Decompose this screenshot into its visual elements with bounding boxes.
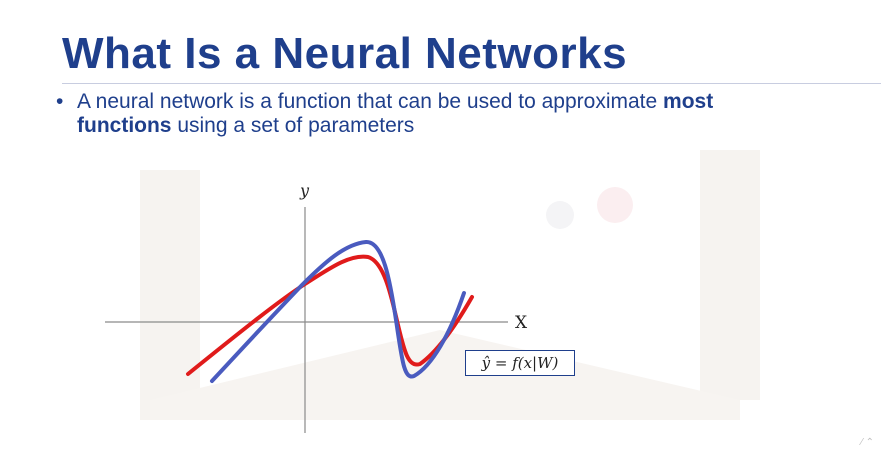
- slide-title: What Is a Neural Networks: [62, 29, 628, 78]
- y-axis-label: y: [300, 181, 310, 200]
- bullet-symbol: •: [56, 90, 64, 113]
- equation-box: ŷ = f(x|W): [465, 350, 575, 376]
- bullet-line-1-text: A neural network is a function that can be used to approximate: [77, 90, 664, 113]
- corner-mark: ⁄ ⌃: [861, 437, 874, 448]
- bullet-line-2-bold: functions: [77, 114, 172, 137]
- bullet-line-2-text: using a set of parameters: [171, 114, 415, 137]
- target-function-curve: [188, 257, 472, 374]
- bullet-line-1-bold: most: [663, 90, 714, 113]
- x-axis-label: X: [515, 313, 528, 333]
